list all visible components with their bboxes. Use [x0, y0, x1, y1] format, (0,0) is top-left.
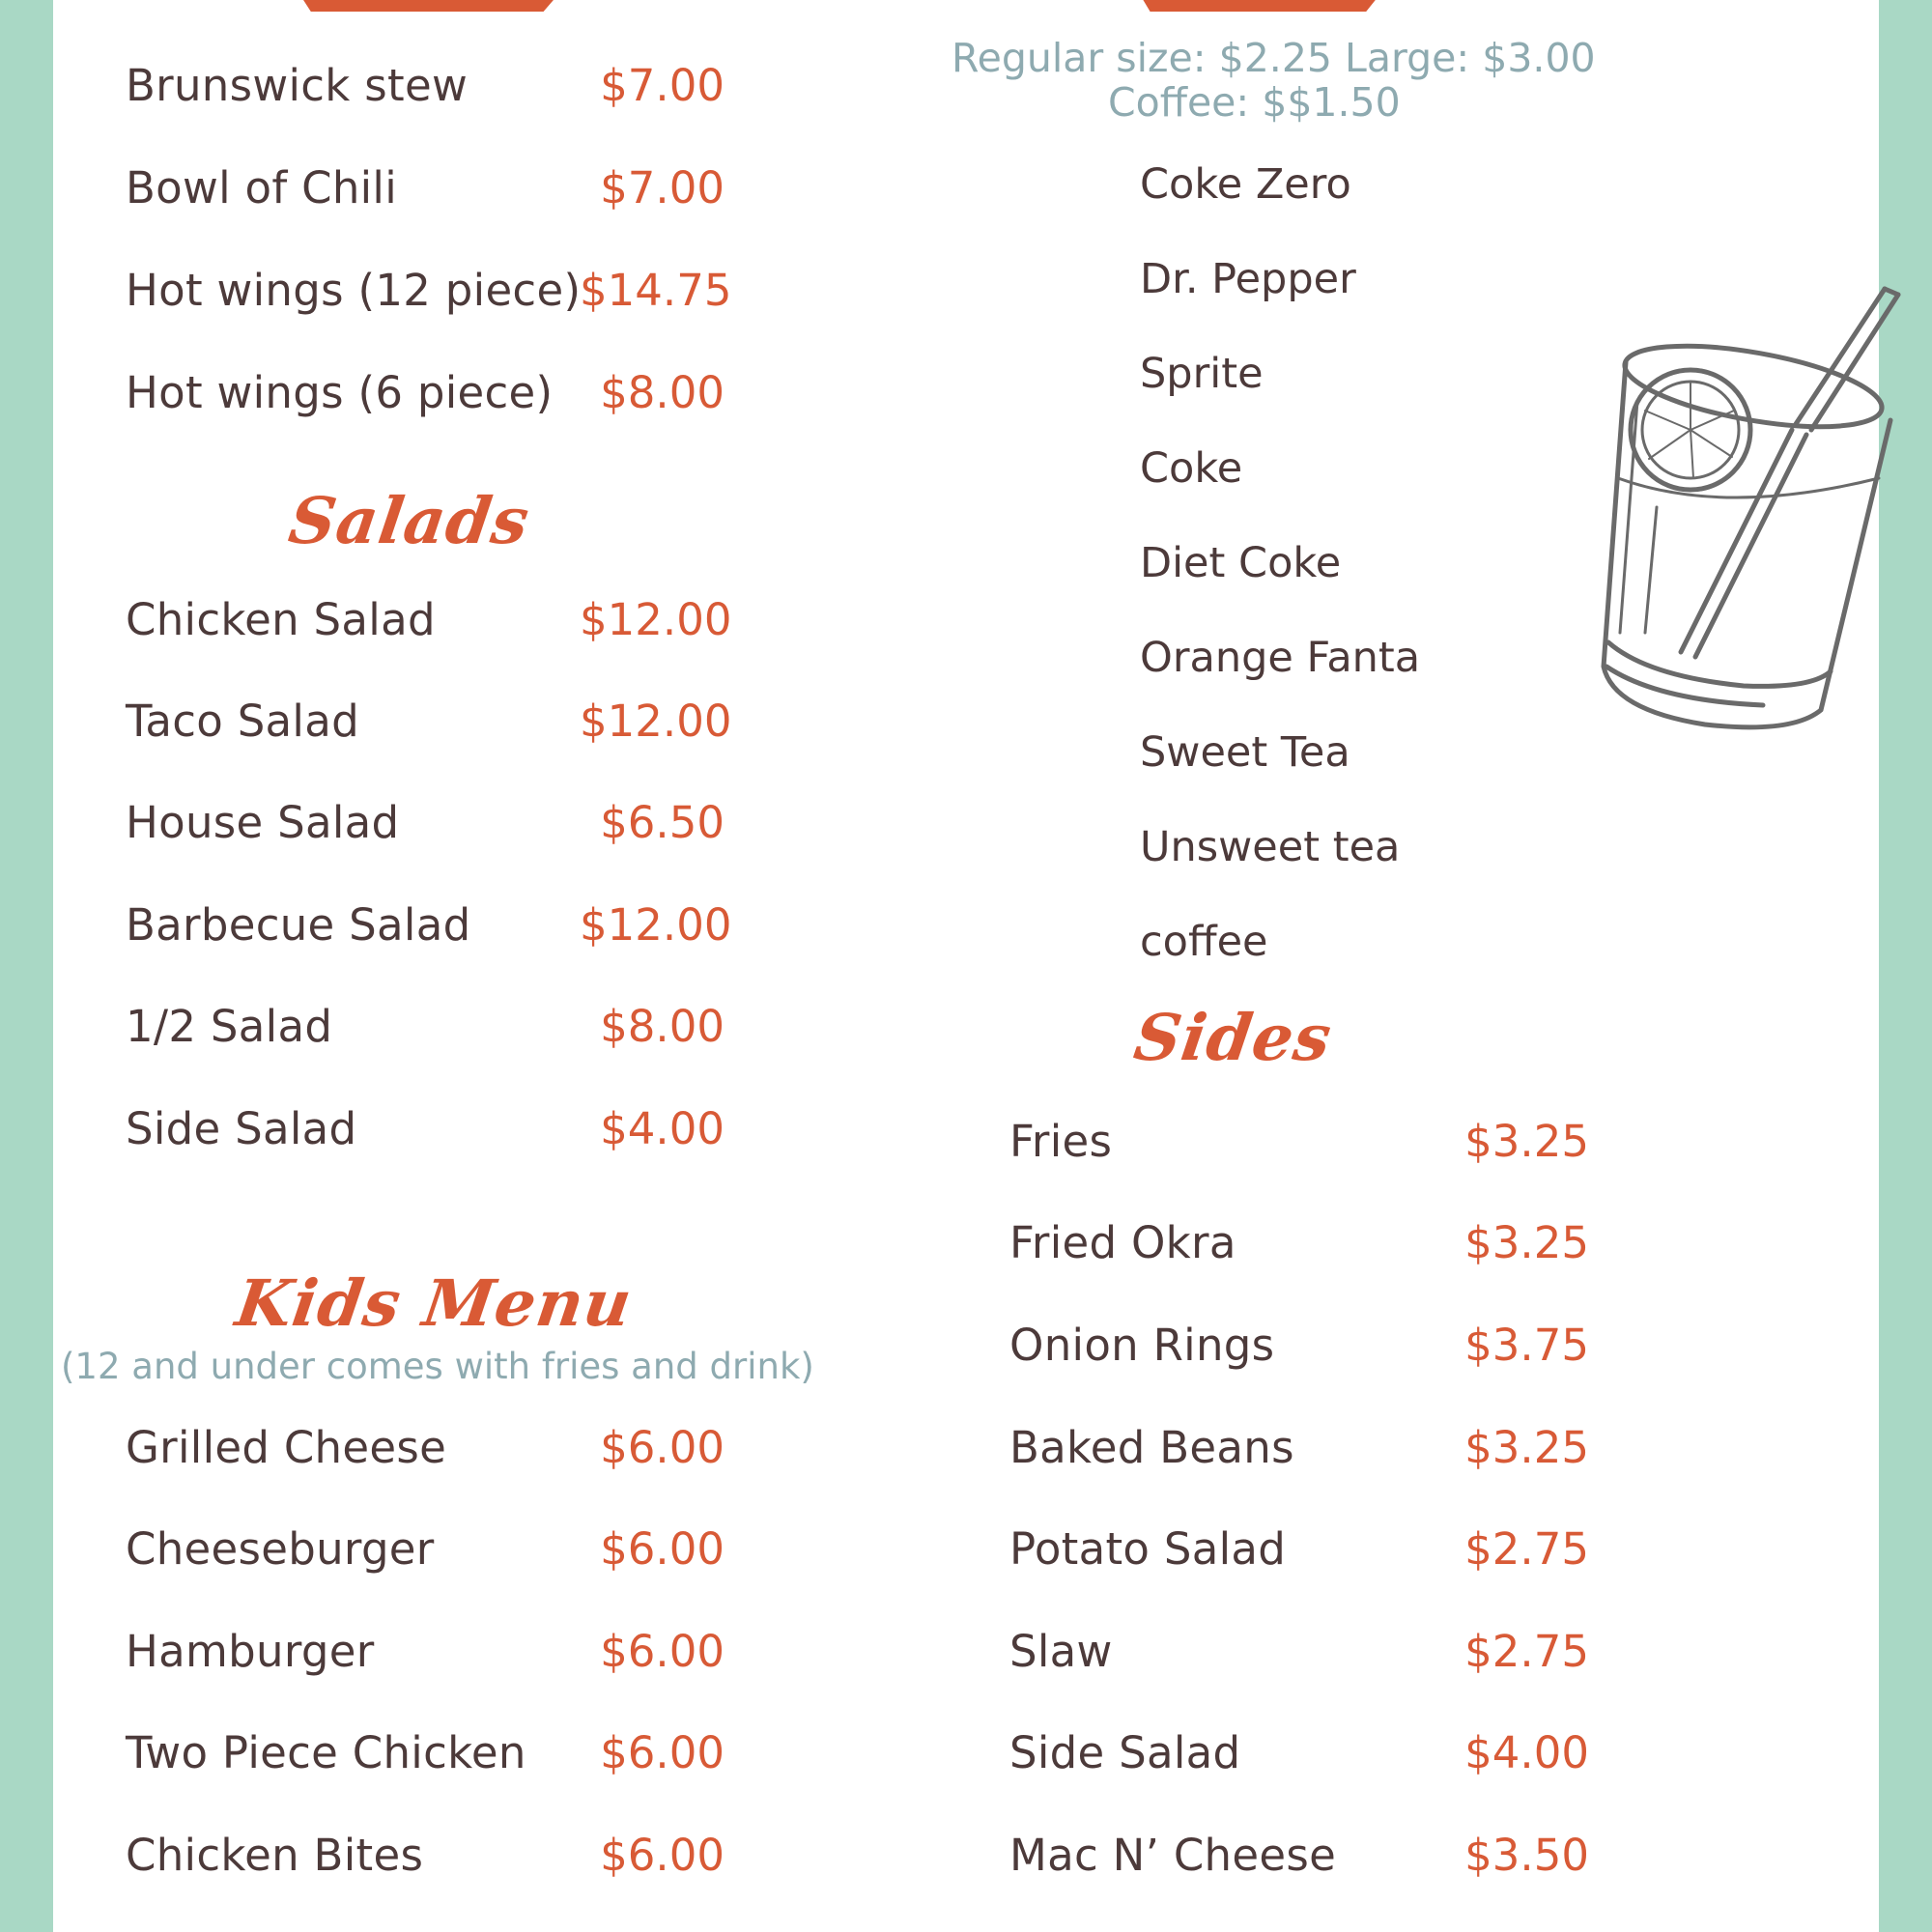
menu-item-price: $6.50 — [600, 797, 724, 848]
drink-item: Diet Coke — [1140, 539, 1342, 587]
menu-item-price: $12.00 — [580, 696, 732, 747]
menu-item-name: Cheeseburger — [126, 1523, 435, 1575]
menu-item-name: Two Piece Chicken — [126, 1727, 526, 1778]
cropped-heading-right — [1135, 0, 1386, 12]
menu-item-name: Grilled Cheese — [126, 1422, 447, 1473]
sides-heading: Sides — [1129, 1000, 1337, 1075]
menu-item-name: Hamburger — [126, 1626, 375, 1677]
menu-item-price: $2.75 — [1464, 1626, 1589, 1677]
menu-item-price: $3.75 — [1464, 1320, 1589, 1371]
menu-item-name: Taco Salad — [126, 696, 359, 747]
menu-item-price: $7.00 — [600, 60, 724, 111]
kids-menu-note: (12 and under comes with fries and drink) — [61, 1346, 814, 1387]
menu-item-price: $6.00 — [600, 1523, 724, 1575]
menu-item-name: Brunswick stew — [126, 60, 469, 111]
drink-glass-icon — [1589, 285, 1908, 739]
menu-item-price: $4.00 — [1464, 1727, 1589, 1778]
menu-item-name: Potato Salad — [1009, 1523, 1287, 1575]
menu-item-price: $6.00 — [600, 1727, 724, 1778]
menu-item-price: $7.00 — [600, 162, 724, 213]
menu-item-name: Hot wings (6 piece) — [126, 367, 554, 418]
menu-item-name: Chicken Salad — [126, 594, 436, 645]
menu-item-name: House Salad — [126, 797, 400, 848]
kids-menu-heading: Kids Menu — [231, 1265, 638, 1341]
drink-item: Coke — [1140, 444, 1243, 493]
cropped-heading-left — [295, 0, 565, 12]
menu-sheet — [53, 0, 1879, 1932]
menu-item-price: $3.25 — [1464, 1422, 1589, 1473]
salads-heading: Salads — [284, 483, 535, 558]
menu-item-price: $8.00 — [600, 367, 724, 418]
menu-item-price: $3.25 — [1464, 1116, 1589, 1167]
drink-item: Coke Zero — [1140, 160, 1351, 209]
menu-item-name: Mac N’ Cheese — [1009, 1830, 1337, 1881]
menu-item-name: Bowl of Chili — [126, 162, 398, 213]
menu-item-price: $3.25 — [1464, 1217, 1589, 1268]
menu-item-name: Hot wings (12 piece) — [126, 265, 582, 316]
drinks-coffee-note: Coffee: $$1.50 — [1108, 79, 1401, 126]
menu-item-price: $2.75 — [1464, 1523, 1589, 1575]
menu-item-name: Side Salad — [1009, 1727, 1241, 1778]
menu-item-name: Side Salad — [126, 1103, 357, 1154]
menu-item-name: Baked Beans — [1009, 1422, 1294, 1473]
menu-item-name: Barbecue Salad — [126, 899, 471, 951]
drink-item: Orange Fanta — [1140, 634, 1421, 682]
menu-item-price: $8.00 — [600, 1001, 724, 1052]
drink-item: Sprite — [1140, 350, 1264, 398]
menu-item-price: $14.75 — [580, 265, 732, 316]
menu-item-price: $12.00 — [580, 899, 732, 951]
menu-item-price: $4.00 — [600, 1103, 724, 1154]
menu-item-price: $6.00 — [600, 1626, 724, 1677]
drink-item: Unsweet tea — [1140, 823, 1401, 871]
menu-item-price: $6.00 — [600, 1830, 724, 1881]
menu-item-name: Fried Okra — [1009, 1217, 1236, 1268]
drink-item: Sweet Tea — [1140, 728, 1350, 777]
menu-item-name: Slaw — [1009, 1626, 1113, 1677]
menu-item-name: Onion Rings — [1009, 1320, 1275, 1371]
menu-item-name: Fries — [1009, 1116, 1113, 1167]
drinks-size-note: Regular size: $2.25 Large: $3.00 — [952, 35, 1596, 81]
menu-item-price: $3.50 — [1464, 1830, 1589, 1881]
drink-item: coffee — [1140, 918, 1268, 966]
menu-item-name: Chicken Bites — [126, 1830, 424, 1881]
menu-item-price: $6.00 — [600, 1422, 724, 1473]
menu-item-price: $12.00 — [580, 594, 732, 645]
menu-item-name: 1/2 Salad — [126, 1001, 333, 1052]
drink-item: Dr. Pepper — [1140, 255, 1356, 303]
